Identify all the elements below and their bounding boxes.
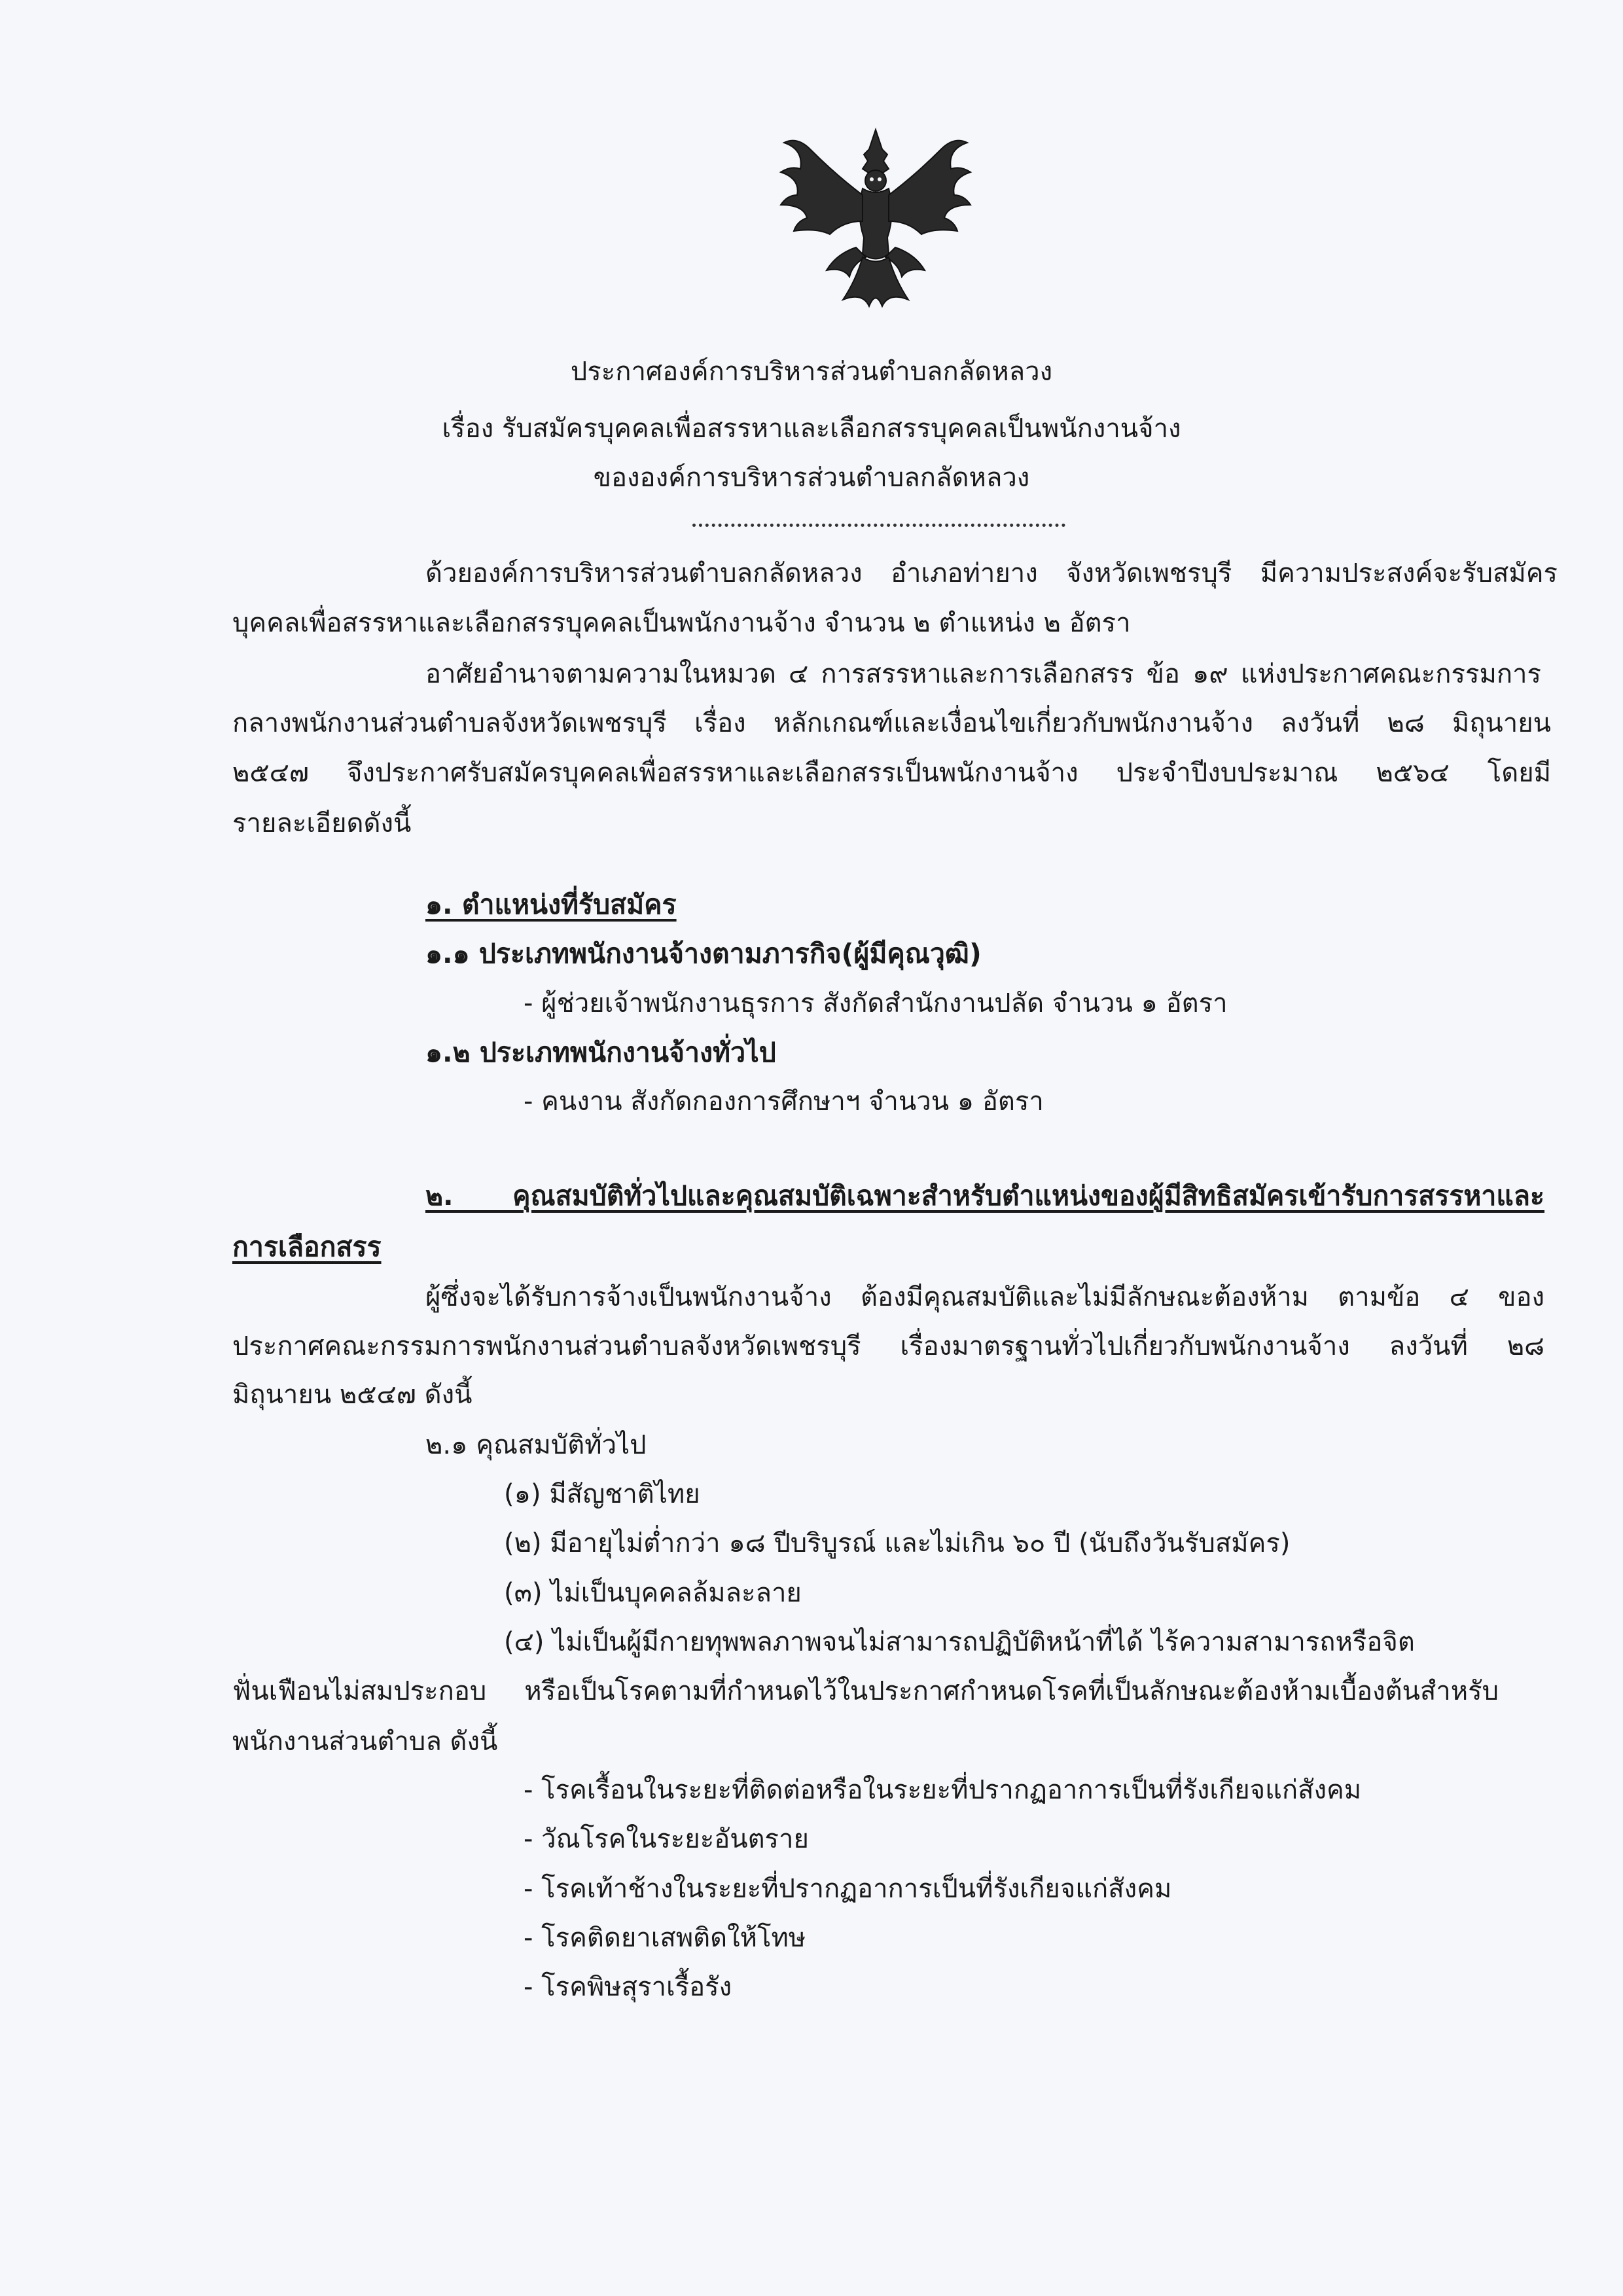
- qualification-3: (๓) ไม่เป็นบุคคลล้มละลาย: [504, 1578, 802, 1608]
- section-1-2-heading: ๑.๒ ประเภทพนักงานจ้างทั่วไป: [425, 1037, 776, 1068]
- intro-paragraph-2-line-4: รายละเอียดดังนี้: [232, 808, 412, 838]
- announcement-title: ประกาศองค์การบริหารส่วนตำบลกลัดหลวง: [570, 357, 1053, 387]
- intro-paragraph-2-line-3: ๒๕๔๗ จึงประกาศรับสมัครบุคคลเพื่อสรรหาและเลือกสรรเป็นพนักงานจ้าง ประจำปีงบประมาณ ๒๕๖๔ โดยมี: [232, 758, 1551, 788]
- section-2-heading-continued: การเลือกสรร: [232, 1231, 382, 1263]
- qualification-2: (๒) มีอายุไม่ต่ำกว่า ๑๘ ปีบริบูรณ์ และไม่เกิน ๖๐ ปี (นับถึงวันรับสมัคร): [504, 1528, 1291, 1558]
- section-2-paragraph-line-2: ประกาศคณะกรรมการพนักงานส่วนตำบลจังหวัดเพชรบุรี เรื่องมาตรฐานทั่วไปเกี่ยวกับพนักงานจ้าง ลงวันที่ ๒๘: [232, 1331, 1544, 1361]
- section-2-paragraph-line-3: มิถุนายน ๒๕๔๗ ดังนี้: [232, 1380, 473, 1410]
- header-separator: [692, 524, 1065, 527]
- qualification-4-line-1: (๔) ไม่เป็นผู้มีกายทุพพลภาพจนไม่สามารถปฏิบัติหน้าที่ได้ ไร้ความสามารถหรือจิต: [504, 1627, 1415, 1657]
- section-2-heading: ๒. คุณสมบัติทั่วไปและคุณสมบัติเฉพาะสำหรับตำแหน่งของผู้มีสิทธิสมัครเข้ารับการสรรหาและ: [425, 1180, 1544, 1211]
- qualification-4-line-2: ฟั่นเฟือนไม่สมประกอบ หรือเป็นโรคตามที่กำหนดไว้ในประกาศกำหนดโรคที่เป็นลักษณะต้องห้ามเบื้องต้นสำหรับ: [232, 1676, 1499, 1706]
- section-2-paragraph-line-1: ผู้ซึ่งจะได้รับการจ้างเป็นพนักงานจ้าง ต้องมีคุณสมบัติและไม่มีลักษณะต้องห้าม ตามข้อ ๔ ของ: [425, 1282, 1544, 1312]
- qualification-1: (๑) มีสัญชาติไทย: [504, 1479, 700, 1509]
- disease-item: - โรคเรื้อนในระยะที่ติดต่อหรือในระยะที่ปรากฏอาการเป็นที่รังเกียจแก่สังคม: [524, 1775, 1362, 1805]
- disease-item: - วัณโรคในระยะอันตราย: [524, 1824, 809, 1854]
- garuda-emblem-icon: [764, 123, 987, 313]
- section-1-heading: ๑. ตำแหน่งที่รับสมัคร: [425, 889, 677, 920]
- intro-paragraph-2-line-1: อาศัยอำนาจตามความในหมวด ๔ การสรรหาและการเลือกสรร ข้อ ๑๙ แห่งประกาศคณะกรรมการ: [425, 659, 1541, 689]
- section-1-1-heading: ๑.๑ ประเภทพนักงานจ้างตามภารกิจ(ผู้มีคุณวุฒิ): [425, 938, 982, 969]
- section-2-1-heading: ๒.๑ คุณสมบัติทั่วไป: [425, 1430, 647, 1460]
- intro-paragraph-1-line-2: บุคคลเพื่อสรรหาและเลือกสรรบุคคลเป็นพนักงานจ้าง จำนวน ๒ ตำแหน่ง ๒ อัตรา: [232, 608, 1131, 638]
- section-1-2-item: - คนงาน สังกัดกองการศึกษาฯ จำนวน ๑ อัตรา: [524, 1086, 1044, 1117]
- announcement-organization: ขององค์การบริหารส่วนตำบลกลัดหลวง: [593, 463, 1030, 493]
- disease-item: - โรคพิษสุราเรื้อรัง: [524, 1972, 732, 2002]
- announcement-subject: เรื่อง รับสมัครบุคคลเพื่อสรรหาและเลือกสรรบุคคลเป็นพนักงานจ้าง: [442, 414, 1181, 444]
- section-1-1-item: - ผู้ช่วยเจ้าพนักงานธุรการ สังกัดสำนักงานปลัด จำนวน ๑ อัตรา: [524, 988, 1228, 1018]
- intro-paragraph-2-line-2: กลางพนักงานส่วนตำบลจังหวัดเพชรบุรี เรื่อง หลักเกณฑ์และเงื่อนไขเกี่ยวกับพนักงานจ้าง ลงวันที่ ๒๘ มิถุนายน: [232, 708, 1551, 738]
- disease-item: - โรคเท้าช้างในระยะที่ปรากฏอาการเป็นที่รังเกียจแก่สังคม: [524, 1874, 1172, 1904]
- disease-item: - โรคติดยาเสพติดให้โทษ: [524, 1923, 806, 1953]
- qualification-4-line-3: พนักงานส่วนตำบล ดังนี้: [232, 1727, 498, 1757]
- intro-paragraph-1-line-1: ด้วยองค์การบริหารส่วนตำบลกลัดหลวง อำเภอท่ายาง จังหวัดเพชรบุรี มีความประสงค์จะรับสมัคร: [425, 558, 1558, 588]
